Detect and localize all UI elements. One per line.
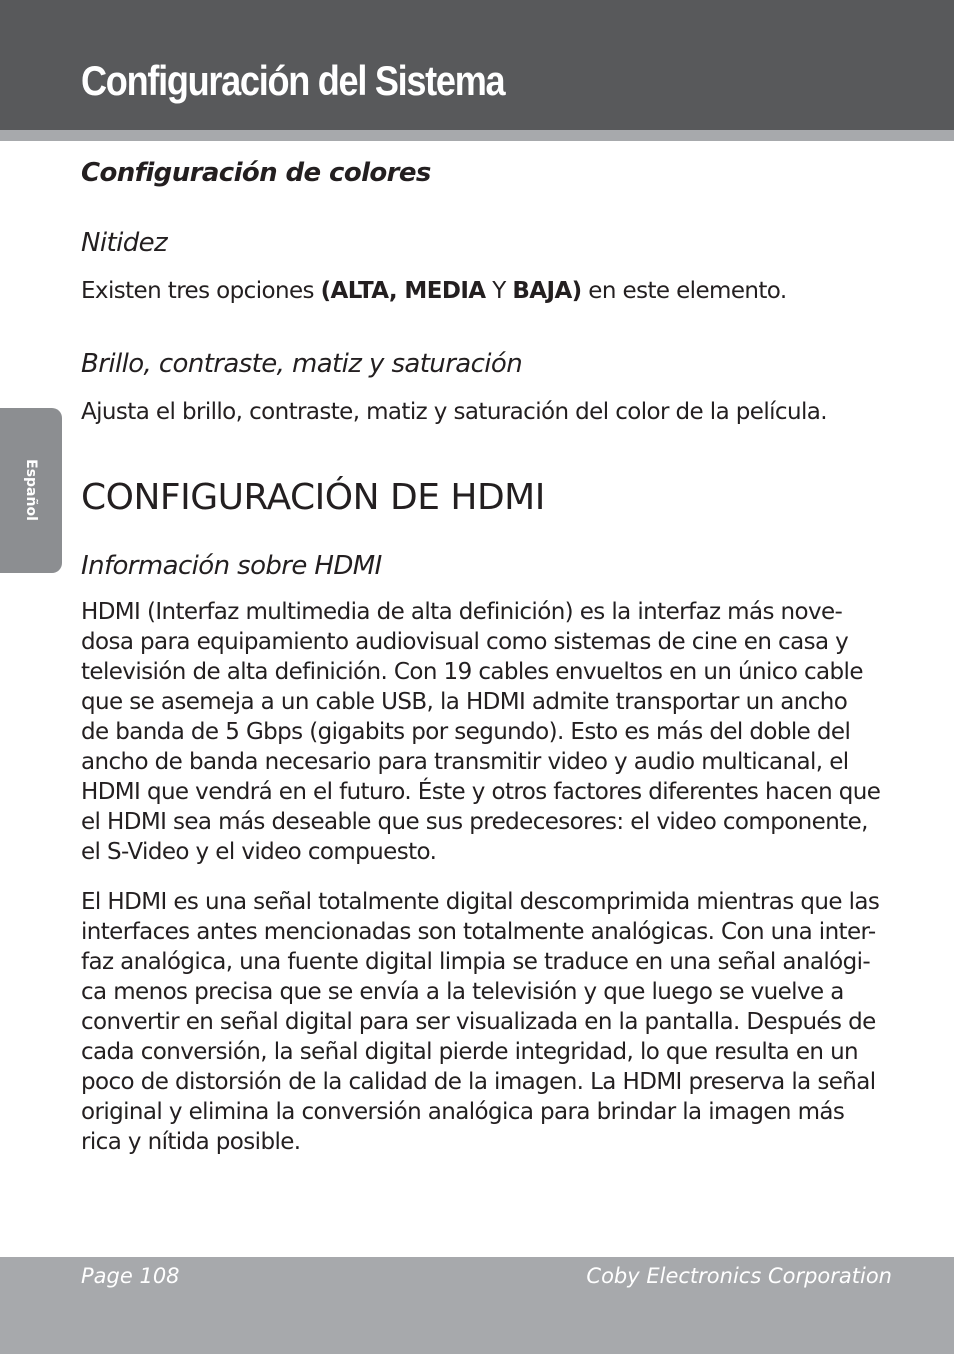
- subheading-brillo: Brillo, contraste, matiz y saturación: [81, 349, 523, 379]
- section-heading-colors: Configuración de colores: [81, 158, 431, 188]
- footer-bar: [0, 1257, 954, 1354]
- paragraph-line: el HDMI sea más deseable que sus predecesores: el video componente,: [81, 809, 868, 835]
- nitidez-text-part: en este elemento.: [581, 278, 787, 304]
- language-tab-label: Español: [23, 459, 39, 521]
- hdmi-paragraph-1: [81, 597, 893, 867]
- hdmi-paragraph-2: [81, 887, 893, 1157]
- paragraph-line: dosa para equipamiento audiovisual como sistemas de cine en casa y: [81, 629, 849, 655]
- paragraph-line: cada conversión, la señal digital pierde integridad, lo que resulta en un: [81, 1039, 859, 1065]
- nitidez-option-alta-media: (ALTA, MEDIA: [320, 278, 486, 304]
- header-rule: [0, 130, 954, 141]
- paragraph-line: televisión de alta definición. Con 19 cables envueltos en un único cable: [81, 659, 863, 685]
- paragraph-line: ancho de banda necesario para transmitir video y audio multicanal, el: [81, 749, 849, 775]
- page-number: Page 108: [81, 1264, 180, 1288]
- page-title: Configuración del Sistema: [81, 57, 505, 104]
- paragraph-line: El HDMI es una señal totalmente digital descomprimida mientras que las: [81, 889, 880, 915]
- paragraph-line: HDMI que vendrá en el futuro. Éste y otros factores diferentes hacen que: [81, 779, 881, 805]
- paragraph-line: el S-Video y el video compuesto.: [81, 839, 437, 865]
- paragraph-line: rica y nítida posible.: [81, 1129, 301, 1155]
- paragraph-line: interfaces antes mencionadas son totalmente analógicas. Con una inter-: [81, 919, 876, 945]
- paragraph-line: ca menos precisa que se envía a la televisión y que luego se vuelve a: [81, 979, 844, 1005]
- company-name: Coby Electronics Corporation: [586, 1264, 892, 1288]
- paragraph-line: faz analógica, una fuente digital limpia se traduce en una señal analógi-: [81, 949, 871, 975]
- nitidez-option-baja: BAJA): [512, 278, 582, 304]
- nitidez-text-part: Y: [485, 278, 513, 304]
- brillo-text: Ajusta el brillo, contraste, matiz y saturación del color de la película.: [81, 399, 827, 425]
- subheading-hdmi-info: Información sobre HDMI: [81, 551, 382, 581]
- paragraph-line: de banda de 5 Gbps (gigabits por segundo). Esto es más del doble del: [81, 719, 851, 745]
- paragraph-line: HDMI (Interfaz multimedia de alta definición) es la interfaz más nove-: [81, 599, 843, 625]
- nitidez-text: [81, 276, 893, 306]
- language-tab: [0, 408, 62, 573]
- section-heading-hdmi: CONFIGURACIÓN DE HDMI: [81, 477, 545, 518]
- header-bar: [0, 0, 954, 130]
- paragraph-line: poco de distorsión de la calidad de la imagen. La HDMI preserva la señal: [81, 1069, 876, 1095]
- nitidez-text-part: Existen tres opciones: [81, 278, 321, 304]
- paragraph-line: convertir en señal digital para ser visualizada en la pantalla. Después de: [81, 1009, 876, 1035]
- subheading-nitidez: Nitidez: [81, 228, 168, 258]
- paragraph-line: que se asemeja a un cable USB, la HDMI admite transportar un ancho: [81, 689, 848, 715]
- paragraph-line: original y elimina la conversión analógica para brindar la imagen más: [81, 1099, 845, 1125]
